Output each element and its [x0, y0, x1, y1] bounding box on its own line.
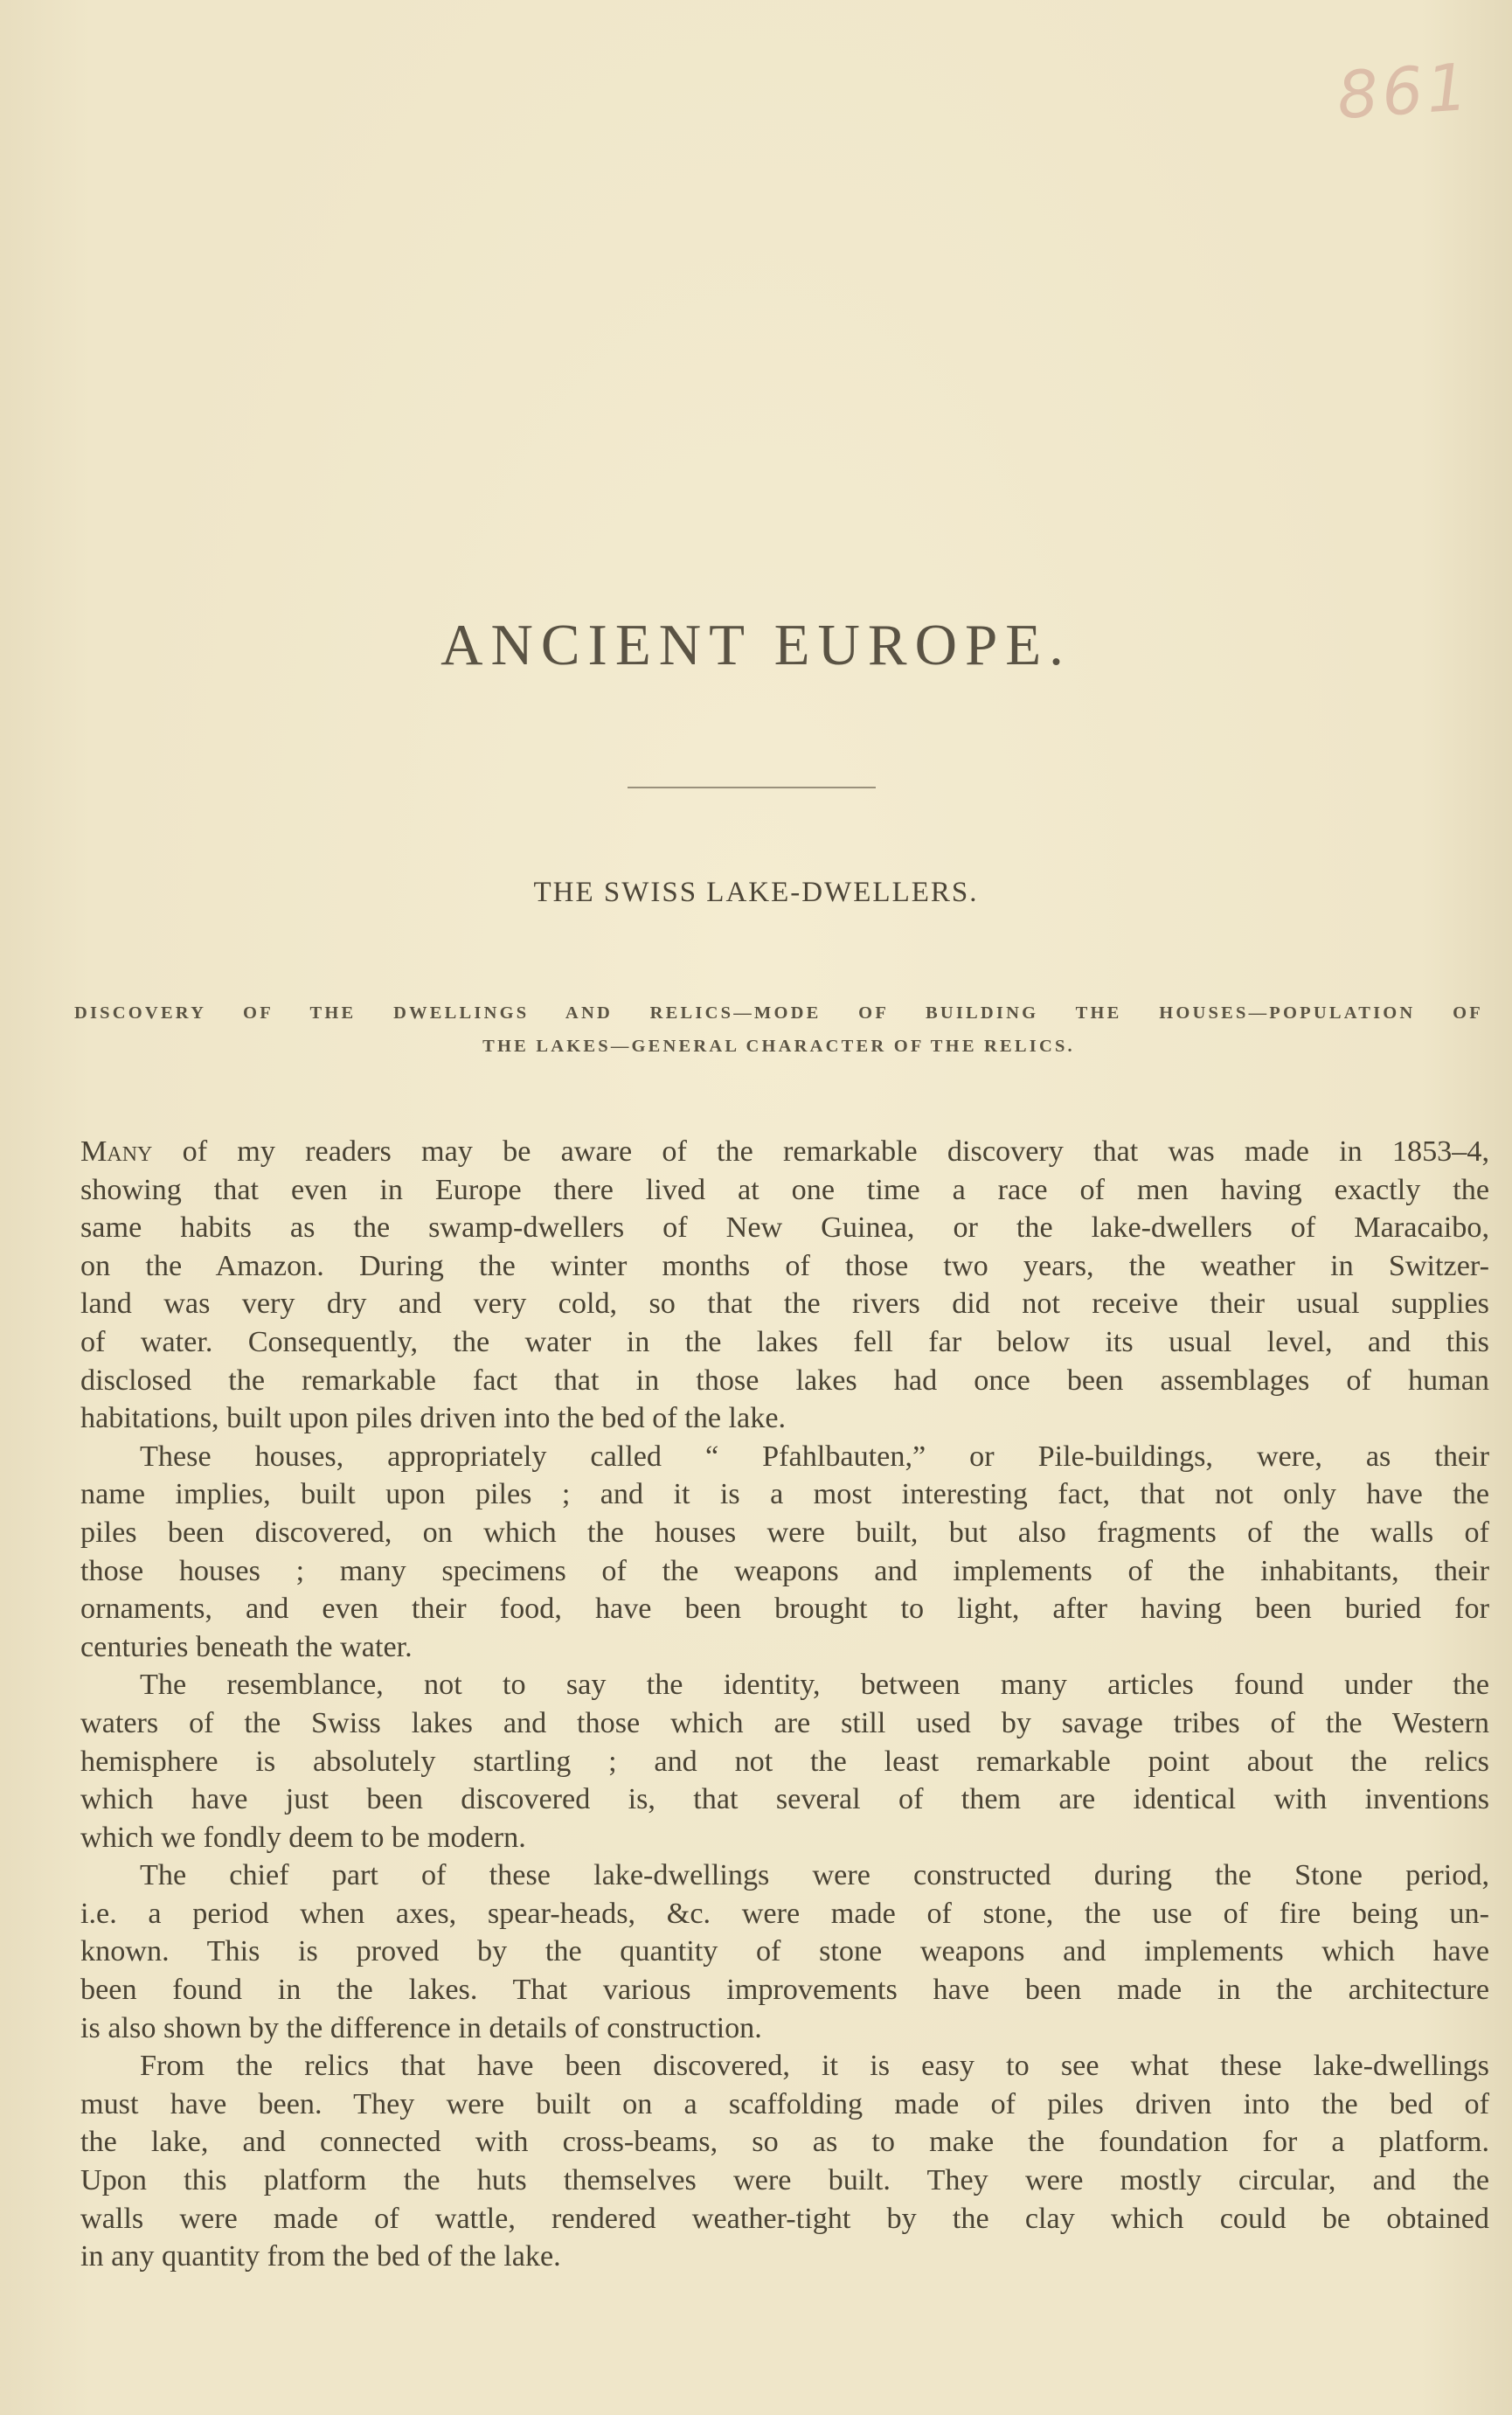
- chapter-summary: [74, 996, 1483, 1063]
- body-line: These houses, appropriately called “ Pfahlbauten,” or Pile-buildings, were, as their: [140, 1440, 1489, 1473]
- title-divider-rule: [628, 787, 876, 788]
- body-line: [80, 1133, 1489, 1171]
- body-line: land was very dry and very cold, so that the rivers did not receive their usual supplies: [80, 1287, 1489, 1321]
- body-line: must have been. They were built on a scaffolding made of piles driven into the bed of: [80, 2087, 1489, 2120]
- body-line: From the relics that have been discovered, it is easy to see what these lake-dwellings: [140, 2050, 1489, 2083]
- body-line: showing that even in Europe there lived at one time a race of men having exactly the: [80, 1173, 1489, 1206]
- body-line: name implies, built upon piles ; and it is a most interesting fact, that not only have the: [80, 1478, 1489, 1511]
- body-line: the lake, and connected with cross-beams, so as to make the foundation for a platform.: [80, 2126, 1489, 2159]
- body-line: which we fondly deem to be modern.: [80, 1821, 526, 1854]
- body-line: piles been discovered, on which the houses were built, but also fragments of the walls of: [80, 1516, 1489, 1549]
- body-line: centuries beneath the water.: [80, 1630, 413, 1663]
- body-line: is also shown by the difference in details of construction.: [80, 2011, 762, 2044]
- body-line: which have just been discovered is, that several of them are identical with inventions: [80, 1783, 1489, 1816]
- body-line: walls were made of wattle, rendered weather-tight by the clay which could be obtained: [80, 2202, 1489, 2235]
- body-line: habitations, built upon piles driven into the bed of the lake.: [80, 1402, 787, 1435]
- body-line: been found in the lakes. That various improvements have been made in the architecture: [80, 1974, 1489, 2007]
- body-line-text: of my readers may be aware of the remarkable discovery that was made in 1853–4,: [152, 1135, 1489, 1168]
- body-line: The resemblance, not to say the identity, between many articles found under the: [140, 1669, 1489, 1702]
- body-line: i.e. a period when axes, spear-heads, &c. were made of stone, the use of fire being un-: [80, 1897, 1489, 1930]
- body-line: in any quantity from the bed of the lake.: [80, 2240, 561, 2273]
- summary-line: THE LAKES—GENERAL CHARACTER OF THE RELICS.: [482, 1037, 1075, 1056]
- body-line: on the Amazon. During the winter months of those two years, the weather in Switzer-: [80, 1249, 1489, 1282]
- summary-line: DISCOVERY OF THE DWELLINGS AND RELICS—MODE OF BUILDING THE HOUSES—POPULATION OF: [74, 1003, 1483, 1023]
- section-heading: THE SWISS LAKE-DWELLERS.: [533, 877, 979, 908]
- body-line: disclosed the remarkable fact that in those lakes had once been assemblages of human: [80, 1364, 1489, 1397]
- body-line: known. This is proved by the quantity of stone weapons and implements which have: [80, 1935, 1489, 1968]
- handwritten-page-number: 861: [1335, 49, 1474, 135]
- chapter-title: ANCIENT EUROPE.: [440, 613, 1072, 677]
- drop-word: Many: [80, 1135, 153, 1168]
- body-text: [80, 1133, 1489, 2276]
- body-line: those houses ; many specimens of the weapons and implements of the inhabitants, their: [80, 1554, 1489, 1587]
- body-line: same habits as the swamp-dwellers of New Guinea, or the lake-dwellers of Maracaibo,: [80, 1211, 1489, 1245]
- body-line: ornaments, and even their food, have been brought to light, after having been buried for: [80, 1593, 1489, 1626]
- body-line: The chief part of these lake-dwellings were constructed during the Stone period,: [140, 1859, 1489, 1892]
- body-line: Upon this platform the huts themselves were built. They were mostly circular, and the: [80, 2164, 1489, 2197]
- body-line: hemisphere is absolutely startling ; and not the least remarkable point about the relics: [80, 1745, 1489, 1778]
- body-line: of water. Consequently, the water in the lakes fell far below its usual level, and this: [80, 1325, 1489, 1358]
- body-line: waters of the Swiss lakes and those which are still used by savage tribes of the Western: [80, 1706, 1489, 1739]
